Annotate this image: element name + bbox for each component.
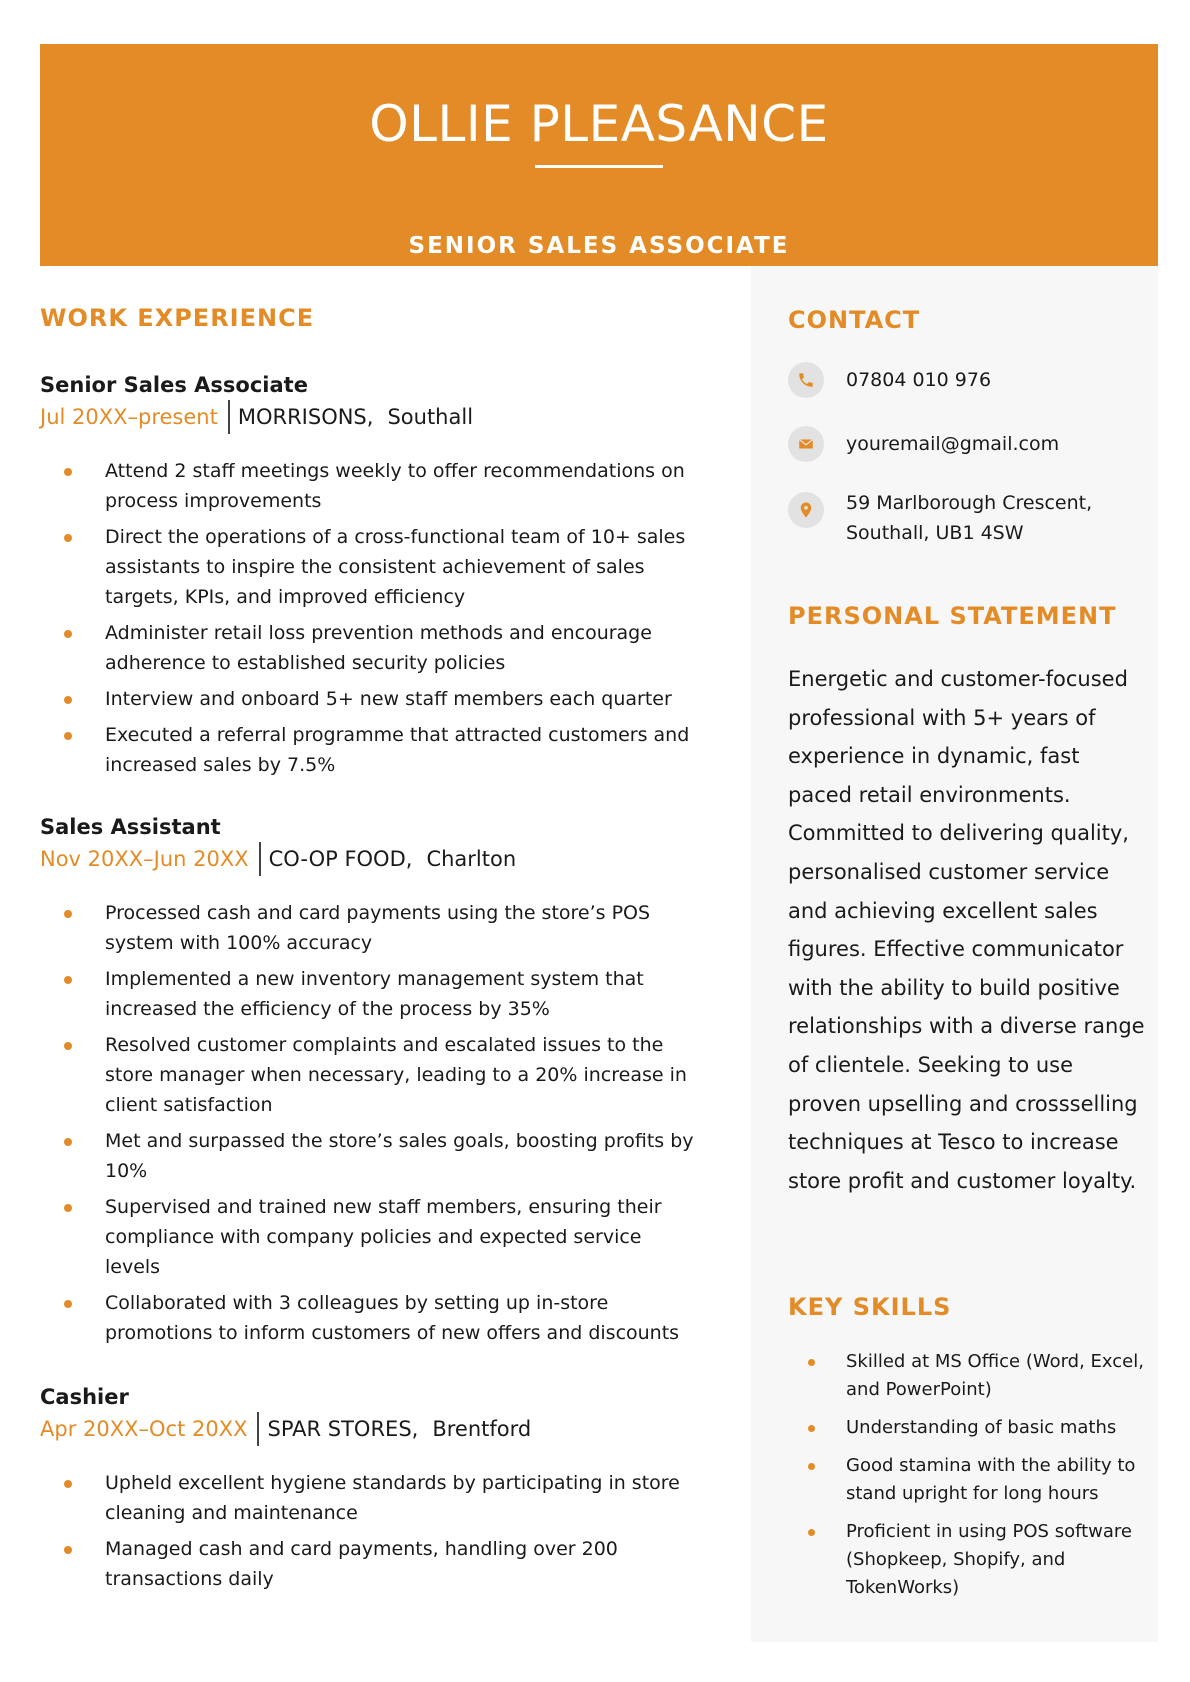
job-location: Charlton — [426, 847, 517, 871]
meta-divider — [228, 400, 230, 434]
job-dates: Jul 20XX–present — [40, 405, 218, 429]
job-company: SPAR STORES, — [267, 1417, 419, 1441]
list-item: Executed a referral programme that attracted customers and increased sales by 7.5% — [40, 720, 700, 780]
list-item: Skilled at MS Office (Word, Excel, and PowerPoint) — [788, 1348, 1148, 1404]
meta-divider — [257, 1412, 259, 1446]
bullet-icon — [64, 1300, 72, 1308]
candidate-job-title: SENIOR SALES ASSOCIATE — [408, 233, 790, 259]
contact-heading: CONTACT — [788, 306, 921, 334]
job-bullets — [40, 456, 700, 780]
list-item: Administer retail loss prevention methods and encourage adherence to established security policies — [40, 618, 700, 678]
email-icon — [788, 426, 824, 462]
address-line-1: 59 Marlborough Crescent, — [846, 492, 1093, 514]
list-item: Processed cash and card payments using the store’s POS system with 100% accuracy — [40, 898, 700, 958]
phone-icon — [788, 362, 824, 398]
header-divider — [535, 165, 663, 168]
contact-phone — [788, 362, 991, 398]
address-text — [846, 488, 1092, 548]
key-skills-heading: KEY SKILLS — [788, 1293, 952, 1321]
email-address[interactable]: youremail@gmail.com — [846, 433, 1060, 455]
resume-header — [40, 44, 1158, 266]
job-bullets — [40, 1468, 700, 1594]
job-dates: Apr 20XX–Oct 20XX — [40, 1417, 248, 1441]
list-item: Met and surpassed the store’s sales goals, boosting profits by 10% — [40, 1126, 700, 1186]
list-item: Proficient in using POS software (Shopkeep, Shopify, and TokenWorks) — [788, 1518, 1148, 1602]
key-skills-list — [788, 1348, 1148, 1612]
bullet-icon — [64, 696, 72, 704]
bullet-icon — [808, 1463, 815, 1470]
job-title: Senior Sales Associate — [40, 373, 308, 397]
bullet-icon — [64, 1204, 72, 1212]
bullet-icon — [64, 1480, 72, 1488]
job-dates: Nov 20XX–Jun 20XX — [40, 847, 249, 871]
contact-address — [788, 490, 1092, 548]
list-item: Resolved customer complaints and escalated issues to the store manager when necessary, leading to a 20% increase in client satisfaction — [40, 1030, 700, 1120]
list-item: Managed cash and card payments, handling over 200 transactions daily — [40, 1534, 700, 1594]
list-item: Implemented a new inventory management system that increased the efficiency of the process by 35% — [40, 964, 700, 1024]
job-company: CO-OP FOOD, — [268, 847, 413, 871]
bullet-icon — [64, 534, 72, 542]
job-meta — [40, 400, 700, 434]
work-experience-heading: WORK EXPERIENCE — [40, 304, 315, 332]
bullet-icon — [64, 1042, 72, 1050]
job-entry-3 — [40, 1382, 700, 1594]
job-title: Sales Assistant — [40, 815, 221, 839]
list-item: Upheld excellent hygiene standards by participating in store cleaning and maintenance — [40, 1468, 700, 1528]
contact-email — [788, 426, 1059, 462]
bullet-icon — [64, 732, 72, 740]
list-item: Direct the operations of a cross-functional team of 10+ sales assistants to inspire the consistent achievement of sales targets, KPIs, and improved efficiency — [40, 522, 700, 612]
list-item: Good stamina with the ability to stand upright for long hours — [788, 1452, 1148, 1508]
list-item: Understanding of basic maths — [788, 1414, 1148, 1442]
bullet-icon — [64, 910, 72, 918]
bullet-icon — [64, 976, 72, 984]
job-entry-2 — [40, 812, 700, 1348]
address-line-2: Southall, UB1 4SW — [846, 522, 1024, 544]
job-meta — [40, 842, 700, 876]
bullet-icon — [64, 630, 72, 638]
job-bullets — [40, 898, 700, 1348]
personal-statement-heading: PERSONAL STATEMENT — [788, 602, 1117, 630]
job-location: Brentford — [432, 1417, 532, 1441]
meta-divider — [259, 842, 261, 876]
bullet-icon — [64, 1138, 72, 1146]
list-item: Collaborated with 3 colleagues by setting up in-store promotions to inform customers of new offers and discounts — [40, 1288, 700, 1348]
bullet-icon — [808, 1529, 815, 1536]
bullet-icon — [808, 1359, 815, 1366]
bullet-icon — [808, 1425, 815, 1432]
job-company: MORRISONS, — [237, 405, 374, 429]
job-location: Southall — [387, 405, 474, 429]
bullet-icon — [64, 468, 72, 476]
job-meta — [40, 1412, 700, 1446]
location-pin-icon — [788, 492, 824, 528]
candidate-name: OLLIE PLEASANCE — [369, 95, 829, 153]
personal-statement-text: Energetic and customer-focused professional with 5+ years of experience in dynamic, fast paced retail environments. Committed to delivering quality, personalised customer service and achieving excellent sales figures. Effective communicator with the ability to build positive relationships with a diverse range of clientele. Seeking to use proven upselling and crossselling techniques at Tesco to increase store profit and customer loyalty. — [788, 667, 1145, 1193]
phone-number: 07804 010 976 — [846, 369, 992, 391]
list-item: Attend 2 staff meetings weekly to offer recommendations on process improvements — [40, 456, 700, 516]
list-item: Supervised and trained new staff members, ensuring their compliance with company policies and expected service levels — [40, 1192, 700, 1282]
list-item: Interview and onboard 5+ new staff members each quarter — [40, 684, 700, 714]
job-entry-1 — [40, 370, 700, 780]
bullet-icon — [64, 1546, 72, 1554]
job-title: Cashier — [40, 1385, 129, 1409]
